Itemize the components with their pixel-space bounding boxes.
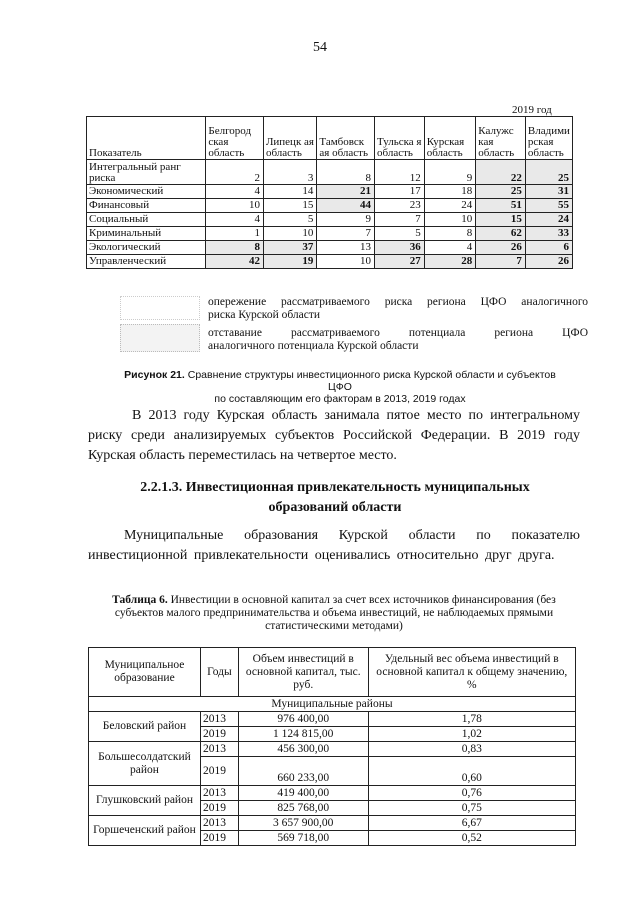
table-year-label: 2019 год: [512, 104, 552, 116]
year-cell: 2013: [200, 712, 238, 727]
table6-caption-text: Инвестиции в основной капитал за счет всех источников финансирования (без субъектов малого предпринимательства и объема инвестиций, не наблюдаемых прямыми статистическими методами): [114, 594, 556, 632]
risk-row-label: Управленческий: [87, 255, 206, 269]
risk-table-row: [87, 241, 573, 255]
risk-cell: 42: [206, 255, 264, 269]
share-cell: 0,75: [368, 801, 575, 816]
year-cell: 2019: [200, 801, 238, 816]
risk-table-row: [87, 160, 573, 185]
risk-cell: 5: [263, 213, 316, 227]
header-indicator: Показатель: [87, 117, 206, 160]
risk-row-label: Финансовый: [87, 199, 206, 213]
risk-cell: 26: [525, 255, 572, 269]
risk-cell: 24: [424, 199, 476, 213]
risk-cell: 24: [525, 213, 572, 227]
share-cell: 1,78: [368, 712, 575, 727]
risk-cell: 8: [424, 227, 476, 241]
volume-cell: 825 768,00: [238, 801, 368, 816]
risk-cell: 3: [263, 160, 316, 185]
risk-table-row: [87, 213, 573, 227]
municipality-name: Горшеченский район: [89, 816, 201, 846]
table6-header-row: [89, 648, 576, 697]
risk-cell: 10: [263, 227, 316, 241]
risk-cell: 1: [206, 227, 264, 241]
figure-caption-line1: Сравнение структуры инвестиционного риска Курской области и субъектов ЦФО: [187, 369, 556, 393]
risk-cell: 22: [476, 160, 526, 185]
header-kursk: Курская область: [424, 117, 476, 160]
header-years: Годы: [200, 648, 238, 697]
page-number: 54: [313, 40, 327, 55]
risk-cell: 9: [317, 213, 375, 227]
table6-caption-label: Таблица 6.: [112, 594, 168, 606]
header-volume: Объем инвестиций в основной капитал, тыс. руб.: [238, 648, 368, 697]
risk-cell: 31: [525, 185, 572, 199]
section-municipal-districts: Муниципальные районы: [89, 697, 576, 712]
risk-table-header-row: [87, 117, 573, 160]
risk-cell: 18: [424, 185, 476, 199]
header-tambov: Тамбовск ая область: [317, 117, 375, 160]
risk-cell: 33: [525, 227, 572, 241]
header-kaluga: Калужс кая область: [476, 117, 526, 160]
table6-section-row: [89, 697, 576, 712]
municipality-name: Большесолдатский район: [89, 742, 201, 786]
risk-row-label: Экологический: [87, 241, 206, 255]
risk-table-row: [87, 227, 573, 241]
volume-cell: 660 233,00: [238, 757, 368, 786]
risk-table-row: [87, 185, 573, 199]
risk-cell: 5: [375, 227, 425, 241]
municipality-name: Беловский район: [89, 712, 201, 742]
risk-table-row: [87, 199, 573, 213]
risk-cell: 4: [206, 185, 264, 199]
header-vladimir: Владими рская область: [525, 117, 572, 160]
risk-row-label: Интегральный ранг риска: [87, 160, 206, 185]
figure-caption-label: Рисунок 21.: [124, 369, 185, 381]
legend-behind-line2: аналогичного потенциала Курской области: [208, 340, 419, 352]
risk-cell: 12: [375, 160, 425, 185]
header-municipality: Муниципальное образование: [89, 648, 201, 697]
legend-ahead-line2: риска Курской области: [208, 309, 321, 321]
risk-cell: 17: [375, 185, 425, 199]
year-cell: 2013: [200, 786, 238, 801]
section-heading: 2.2.1.3. Инвестиционная привлекательность муниципальных образований области: [140, 480, 530, 515]
risk-cell: 7: [317, 227, 375, 241]
risk-cell: 51: [476, 199, 526, 213]
header-lipetsk: Липецк ая область: [263, 117, 316, 160]
risk-row-label: Социальный: [87, 213, 206, 227]
risk-cell: 9: [424, 160, 476, 185]
legend-swatch-ahead: [120, 296, 200, 320]
risk-cell: 13: [317, 241, 375, 255]
risk-cell: 55: [525, 199, 572, 213]
risk-cell: 8: [206, 241, 264, 255]
legend-item-ahead: [208, 296, 588, 322]
risk-cell: 2: [206, 160, 264, 185]
legend-item-behind: [208, 327, 588, 353]
risk-cell: 7: [375, 213, 425, 227]
year-cell: 2019: [200, 727, 238, 742]
risk-cell: 6: [525, 241, 572, 255]
figure-caption-line2: по составляющим его факторам в 2013, 2019 годах: [214, 393, 466, 405]
risk-comparison-table: [86, 116, 573, 269]
volume-cell: 456 300,00: [238, 742, 368, 757]
legend-behind-line1: отставание рассматриваемого потенциала региона ЦФО: [208, 327, 588, 339]
risk-cell: 25: [525, 160, 572, 185]
share-cell: 0,76: [368, 786, 575, 801]
table6-row: [89, 712, 576, 727]
volume-cell: 1 124 815,00: [238, 727, 368, 742]
table6-row: [89, 816, 576, 831]
year-cell: 2019: [200, 831, 238, 846]
header-tula: Тульска я область: [375, 117, 425, 160]
risk-cell: 62: [476, 227, 526, 241]
volume-cell: 419 400,00: [238, 786, 368, 801]
risk-cell: 4: [424, 241, 476, 255]
risk-cell: 21: [317, 185, 375, 199]
risk-row-label: Экономический: [87, 185, 206, 199]
risk-cell: 10: [206, 199, 264, 213]
legend-swatch-behind: [120, 324, 200, 352]
share-cell: 0,52: [368, 831, 575, 846]
municipality-name: Глушковский район: [89, 786, 201, 816]
legend-ahead-line1: опережение рассматриваемого риска региона ЦФО аналогичного: [208, 296, 588, 308]
risk-cell: 36: [375, 241, 425, 255]
risk-cell: 26: [476, 241, 526, 255]
risk-cell: 10: [317, 255, 375, 269]
share-cell: 1,02: [368, 727, 575, 742]
risk-row-label: Криминальный: [87, 227, 206, 241]
risk-cell: 14: [263, 185, 316, 199]
share-cell: 0,60: [368, 757, 575, 786]
risk-cell: 7: [476, 255, 526, 269]
risk-cell: 25: [476, 185, 526, 199]
investment-table: [88, 647, 576, 846]
year-cell: 2019: [200, 757, 238, 786]
volume-cell: 976 400,00: [238, 712, 368, 727]
risk-cell: 44: [317, 199, 375, 213]
risk-cell: 27: [375, 255, 425, 269]
risk-cell: 15: [263, 199, 316, 213]
risk-cell: 4: [206, 213, 264, 227]
volume-cell: 3 657 900,00: [238, 816, 368, 831]
header-share: Удельный вес объема инвестиций в основной капитал к общему значению, %: [368, 648, 575, 697]
header-belgorod: Белгород ская область: [206, 117, 264, 160]
risk-cell: 10: [424, 213, 476, 227]
risk-cell: 28: [424, 255, 476, 269]
volume-cell: 569 718,00: [238, 831, 368, 846]
risk-cell: 8: [317, 160, 375, 185]
year-cell: 2013: [200, 742, 238, 757]
paragraph-municipal: Муниципальные образования Курской области по показателю инвестиционной привлекательности оценивались относительно друг друга.: [88, 528, 580, 563]
risk-cell: 15: [476, 213, 526, 227]
risk-cell: 19: [263, 255, 316, 269]
table6-row: [89, 786, 576, 801]
paragraph-ranking: В 2013 году Курская область занимала пятое место по интегральному риску среди анализируемых субъектов Российской Федерации. В 2019 году Курская область переместилась на четвертое место.: [88, 408, 580, 463]
share-cell: 0,83: [368, 742, 575, 757]
risk-cell: 23: [375, 199, 425, 213]
risk-cell: 37: [263, 241, 316, 255]
table6-row: [89, 742, 576, 757]
table6-caption: [88, 594, 580, 633]
share-cell: 6,67: [368, 816, 575, 831]
figure-caption: [120, 369, 560, 405]
year-cell: 2013: [200, 816, 238, 831]
risk-table-row: [87, 255, 573, 269]
